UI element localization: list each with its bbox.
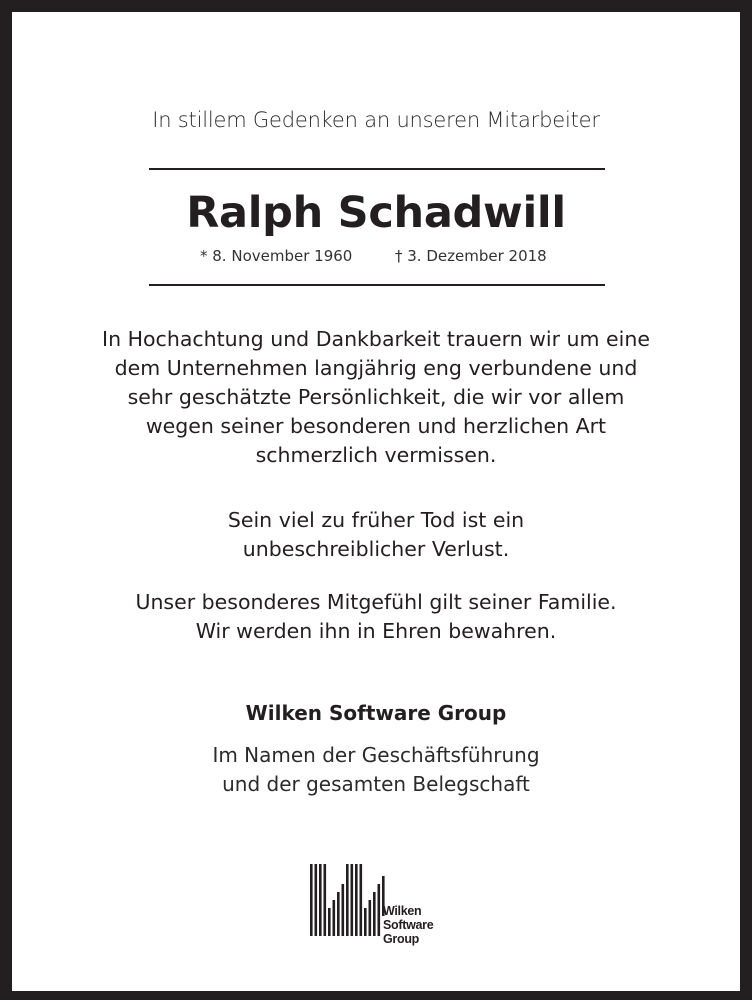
paragraph-sympathy bbox=[12, 588, 740, 646]
logo-wordmark bbox=[383, 904, 433, 946]
text-line: sehr geschätzte Persönlichkeit, die wir vor allem bbox=[127, 385, 625, 409]
text-line: und der gesamten Belegschaft bbox=[222, 772, 530, 796]
intro-line: In stillem Gedenken an unseren Mitarbeiter bbox=[152, 108, 600, 132]
text-line: wegen seiner besonderen und herzlichen Art bbox=[145, 414, 607, 438]
logo-line: Software bbox=[383, 918, 434, 932]
logo-line: Group bbox=[383, 932, 419, 946]
text-line: Wir werden ihn in Ehren bewahren. bbox=[195, 619, 557, 643]
divider-top bbox=[149, 168, 605, 170]
signature-on-behalf bbox=[12, 741, 740, 799]
paragraph-loss bbox=[12, 506, 740, 564]
text-line: Sein viel zu früher Tod ist ein bbox=[227, 508, 525, 532]
divider-bottom bbox=[149, 284, 605, 286]
signature-company: Wilken Software Group bbox=[245, 701, 507, 725]
obituary-page bbox=[12, 12, 740, 991]
text-line: dem Unternehmen langjährig eng verbundene und bbox=[114, 356, 638, 380]
text-line: Unser besonderes Mitgefühl gilt seiner Familie. bbox=[135, 590, 617, 614]
text-line: unbeschreiblicher Verlust. bbox=[242, 537, 510, 561]
deceased-name: Ralph Schadwill bbox=[186, 188, 566, 238]
text-line: schmerzlich vermissen. bbox=[255, 443, 497, 467]
death-date: † 3. Dezember 2018 bbox=[395, 247, 547, 265]
paragraph-tribute bbox=[12, 325, 740, 470]
text-line: Im Namen der Geschäftsführung bbox=[212, 743, 540, 767]
logo-line: Wilken bbox=[383, 904, 422, 918]
birth-date: * 8. November 1960 bbox=[200, 247, 353, 265]
text-line: In Hochachtung und Dankbarkeit trauern wir um eine bbox=[102, 327, 650, 351]
